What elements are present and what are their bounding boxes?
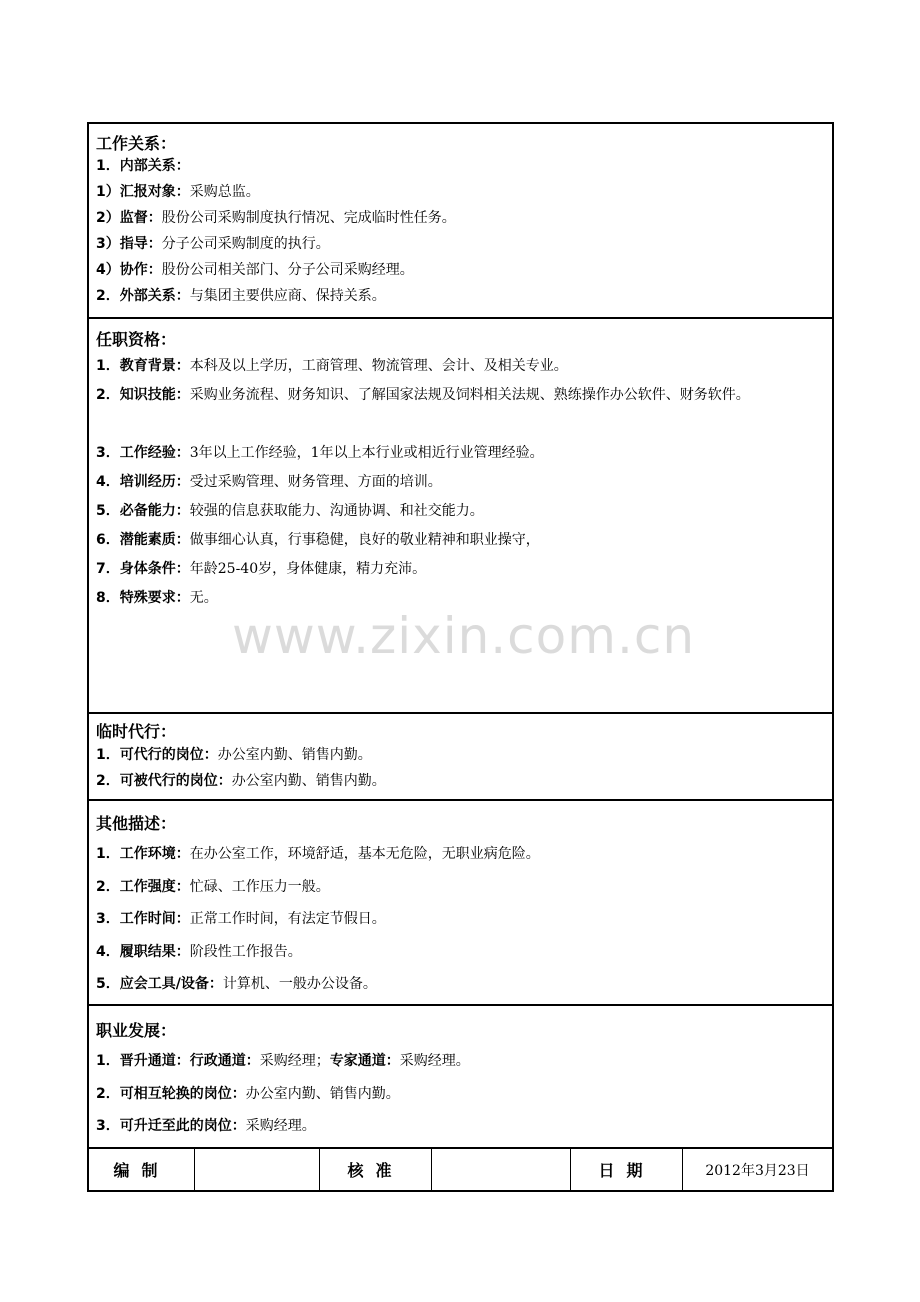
list-item: 2）监督：股份公司采购制度执行情况、完成临时性任务。 xyxy=(96,210,456,226)
list-item: 4．培训经历：受过采购管理、财务管理、方面的培训。 xyxy=(96,474,442,490)
list-item: 1）汇报对象：采购总监。 xyxy=(96,184,260,200)
section-career xyxy=(89,1006,832,1147)
list-item: 2．可被代行的岗位：办公室内勤、销售内勤。 xyxy=(96,773,386,789)
list-item: 4）协作：股份公司相关部门、分子公司采购经理。 xyxy=(96,262,414,278)
list-item: 3．可升迁至此的岗位：采购经理。 xyxy=(96,1118,316,1134)
list-item: 3．工作时间：正常工作时间，有法定节假日。 xyxy=(96,911,386,927)
prepared-value xyxy=(195,1149,320,1190)
list-item: 1．工作环境：在办公室工作，环境舒适，基本无危险，无职业病危险。 xyxy=(96,846,540,862)
list-item: 1．晋升通道：行政通道：采购经理；专家通道：采购经理。 xyxy=(96,1053,470,1069)
section-acting xyxy=(89,714,832,801)
list-item: 2．工作强度：忙碌、工作压力一般。 xyxy=(96,879,330,895)
date-label: 日期 xyxy=(571,1149,683,1190)
list-item: 5．应会工具/设备：计算机、一般办公设备。 xyxy=(96,976,377,992)
section-work-relations xyxy=(89,124,832,319)
list-item: 7．身体条件：年龄25-40岁，身体健康，精力充沛。 xyxy=(96,561,427,577)
list-item: 3．工作经验：3年以上工作经验，1年以上本行业或相近行业管理经验。 xyxy=(96,445,544,461)
list-item: 2．外部关系：与集团主要供应商、保持关系。 xyxy=(96,288,386,304)
section-other xyxy=(89,801,832,1006)
list-item: 5．必备能力：较强的信息获取能力、沟通协调、和社交能力。 xyxy=(96,503,484,519)
section-title: 其他描述： xyxy=(96,814,177,833)
approved-label: 核准 xyxy=(320,1149,432,1190)
signature-row xyxy=(89,1147,832,1190)
list-item: 2．知识技能：采购业务流程、财务知识、了解国家法规及饲料相关法规、熟练操作办公软件、财务软件。 xyxy=(96,387,750,403)
list-item: 1．可代行的岗位：办公室内勤、销售内勤。 xyxy=(96,747,372,763)
section-title: 工作关系： xyxy=(96,134,177,153)
list-item: 1．教育背景：本科及以上学历，工商管理、物流管理、会计、及相关专业。 xyxy=(96,358,568,374)
list-item: 8．特殊要求：无。 xyxy=(96,590,218,606)
section-title: 职业发展： xyxy=(96,1021,177,1040)
section-title: 临时代行： xyxy=(96,722,177,741)
list-item: 3）指导：分子公司采购制度的执行。 xyxy=(96,236,330,252)
watermark: www.zixin.com.cn xyxy=(232,607,696,665)
date-value: 2012年3月23日 xyxy=(705,1162,810,1179)
list-item: 1．内部关系： xyxy=(96,158,190,174)
section-title: 任职资格： xyxy=(96,330,177,349)
list-item: 4．履职结果：阶段性工作报告。 xyxy=(96,944,302,960)
approved-value xyxy=(432,1149,571,1190)
prepared-label: 编制 xyxy=(89,1149,195,1190)
list-item: 2．可相互轮换的岗位：办公室内勤、销售内勤。 xyxy=(96,1086,400,1102)
list-item: 6．潜能素质：做事细心认真，行事稳健，良好的敬业精神和职业操守， xyxy=(96,532,540,548)
